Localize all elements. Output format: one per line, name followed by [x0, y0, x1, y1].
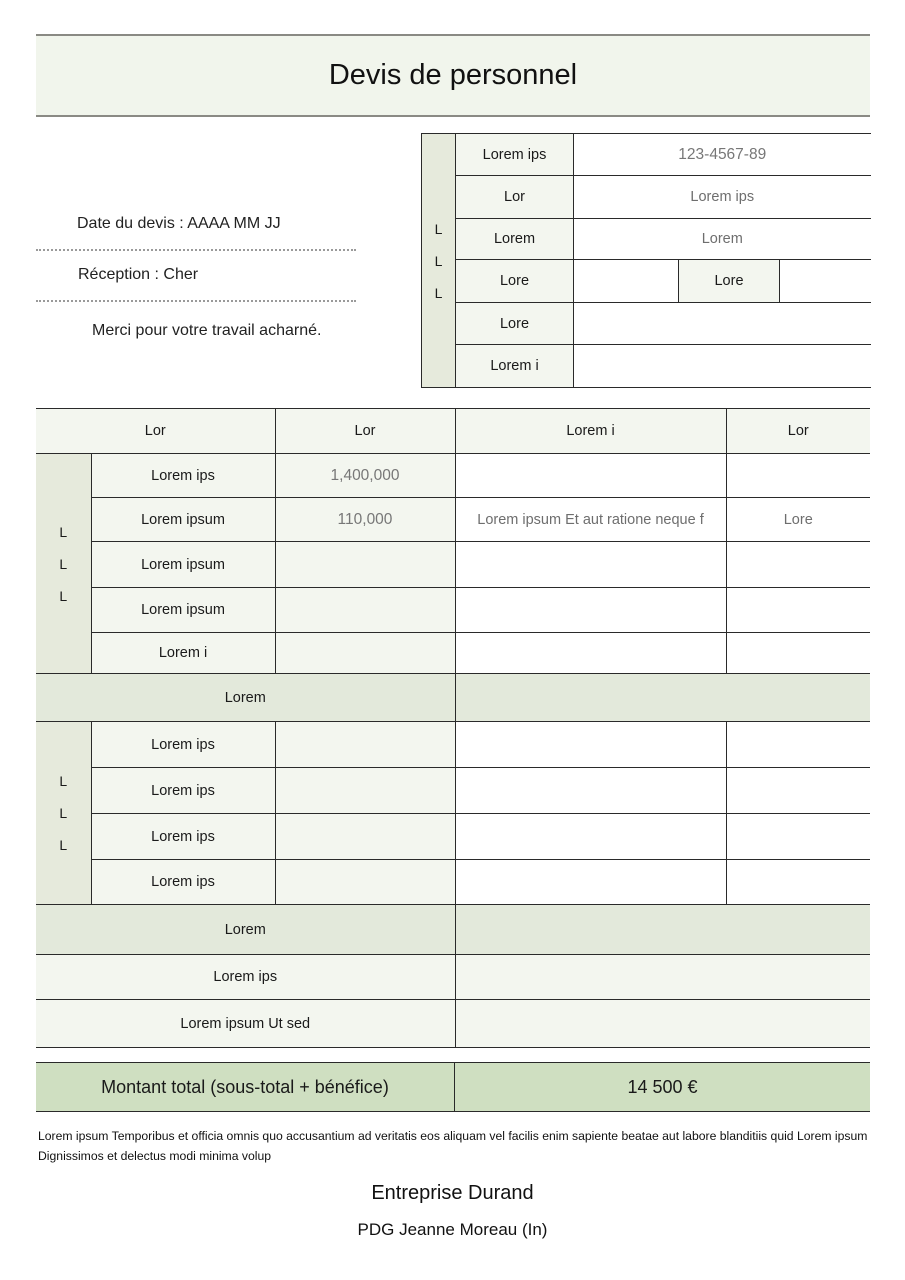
row-description [455, 860, 726, 905]
contact-value: Lorem [574, 219, 871, 260]
footnote: Lorem ipsum Temporibus et officia omnis quo accusantium ad veritatis eos aliquam vel facilis enim sapiente beatae aut labore blanditiis quid Lorem ipsum Dignissimos et delectus modi minima volup [38, 1129, 868, 1163]
contact-table [421, 133, 871, 388]
thanks-message: Merci pour votre travail acharné. [92, 322, 322, 339]
subtotal-label: Lorem ips [36, 955, 455, 1000]
row-label: Lorem ips [91, 722, 275, 768]
contact-value [574, 260, 679, 303]
section-value [455, 674, 870, 722]
row-note [726, 722, 870, 768]
row-label: Lorem ips [91, 768, 275, 814]
row-note [726, 814, 870, 860]
column-header: Lor [36, 409, 275, 454]
row-label: Lorem ips [91, 454, 275, 498]
row-description [455, 722, 726, 768]
row-label: Lorem ipsum [91, 542, 275, 588]
row-label: Lorem i [91, 633, 275, 674]
contact-label: Lore [456, 303, 574, 345]
row-note [726, 454, 870, 498]
subtotal-value [455, 955, 870, 1000]
row-amount [275, 588, 455, 633]
contact-label: Lor [456, 176, 574, 219]
group-side-label: L L L [36, 722, 91, 905]
section-label: Lorem [36, 674, 455, 722]
row-description [455, 588, 726, 633]
date-line: Date du devis : AAAA MM JJ [36, 200, 356, 251]
row-amount [275, 722, 455, 768]
row-amount [275, 860, 455, 905]
contact-value [574, 303, 871, 345]
section-value [455, 905, 870, 955]
contact-side-label: L L L [422, 134, 456, 388]
column-header: Lor [275, 409, 455, 454]
contact-value [574, 345, 871, 388]
row-note: Lore [726, 498, 870, 542]
subtotal-value [455, 1000, 870, 1048]
title-bar [36, 34, 870, 117]
column-header: Lorem i [455, 409, 726, 454]
contact-label: Lore [456, 260, 574, 303]
row-amount [275, 768, 455, 814]
row-amount [275, 542, 455, 588]
total-value: 14 500 € [627, 1076, 698, 1097]
row-label: Lorem ipsum [91, 588, 275, 633]
row-note [726, 633, 870, 674]
row-label: Lorem ipsum [91, 498, 275, 542]
section-label: Lorem [36, 905, 455, 955]
row-description [455, 542, 726, 588]
row-amount [275, 814, 455, 860]
contact-value: 123-4567-89 [574, 134, 871, 176]
row-amount: 1,400,000 [275, 454, 455, 498]
column-header: Lor [726, 409, 870, 454]
contact-label: Lorem ips [456, 134, 574, 176]
row-amount: 110,000 [275, 498, 455, 542]
group-side-label: L L L [36, 454, 91, 674]
contact-label: Lorem i [456, 345, 574, 388]
row-label: Lorem ips [91, 860, 275, 905]
contact-value: Lorem ips [574, 176, 871, 219]
contact-label: Lorem [456, 219, 574, 260]
row-description: Lorem ipsum Et aut ratione neque f [455, 498, 726, 542]
total-label: Montant total (sous-total + bénéfice) [36, 1063, 455, 1111]
page-title: Devis de personnel [328, 59, 578, 91]
row-description [455, 814, 726, 860]
company-name: Entreprise Durand [371, 1182, 534, 1204]
reception-line: Réception : Cher [36, 251, 356, 302]
contact-label: Lore [679, 260, 780, 303]
quote-info [36, 200, 356, 340]
row-description [455, 454, 726, 498]
ceo-signature: PDG Jeanne Moreau (In) [357, 1220, 548, 1239]
subtotal-label: Lorem ipsum Ut sed [36, 1000, 455, 1048]
row-description [455, 633, 726, 674]
row-description [455, 768, 726, 814]
row-label: Lorem ips [91, 814, 275, 860]
row-amount [275, 633, 455, 674]
row-note [726, 860, 870, 905]
row-note [726, 768, 870, 814]
total-bar [36, 1062, 870, 1112]
contact-value [780, 260, 871, 303]
row-note [726, 542, 870, 588]
cost-table [36, 408, 870, 1048]
row-note [726, 588, 870, 633]
